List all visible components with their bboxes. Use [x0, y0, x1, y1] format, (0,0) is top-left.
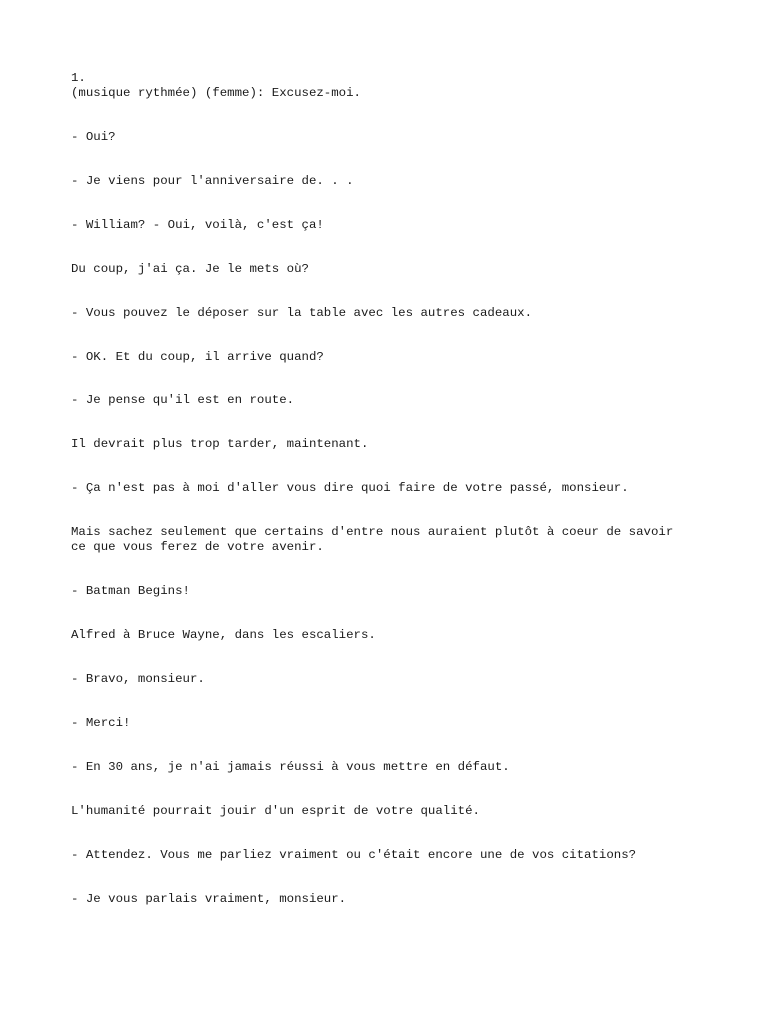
transcript-line: - Oui?: [71, 129, 116, 144]
transcript-line: - Je vous parlais vraiment, monsieur.: [71, 891, 347, 906]
transcript-line: - Je pense qu'il est en route.: [71, 393, 295, 408]
transcript-line: - Batman Begins!: [71, 584, 190, 599]
transcript-line: ce que vous ferez de votre avenir.: [71, 540, 324, 555]
transcript-line: - Bravo, monsieur.: [71, 671, 205, 686]
transcript-line: - Vous pouvez le déposer sur la table avec les autres cadeaux.: [71, 305, 533, 320]
transcript-line: - Ça n'est pas à moi d'aller vous dire quoi faire de votre passé, monsieur.: [71, 481, 629, 496]
entry-number: 1.: [71, 71, 86, 85]
transcript-page: [71, 71, 721, 907]
transcript-line: - William? - Oui, voilà, c'est ça!: [71, 217, 324, 232]
transcript-line: Il devrait plus trop tarder, maintenant.: [71, 437, 369, 452]
transcript-line: - OK. Et du coup, il arrive quand?: [71, 349, 324, 364]
transcript-line: (musique rythmée) (femme): Excusez-moi.: [71, 85, 361, 100]
transcript-line: - Je viens pour l'anniversaire de. . .: [71, 173, 354, 188]
transcript-line: - Attendez. Vous me parliez vraiment ou c'était encore une de vos citations?: [71, 847, 637, 862]
transcript-line: Alfred à Bruce Wayne, dans les escaliers.: [71, 628, 376, 642]
transcript-line: Mais sachez seulement que certains d'entre nous auraient plutôt à coeur de savoir: [71, 525, 674, 540]
transcript-line: Du coup, j'ai ça. Je le mets où?: [71, 261, 309, 276]
transcript-line: L'humanité pourrait jouir d'un esprit de votre qualité.: [71, 803, 480, 818]
transcript-line: - Merci!: [71, 715, 131, 730]
transcript-line: - En 30 ans, je n'ai jamais réussi à vous mettre en défaut.: [71, 759, 510, 774]
